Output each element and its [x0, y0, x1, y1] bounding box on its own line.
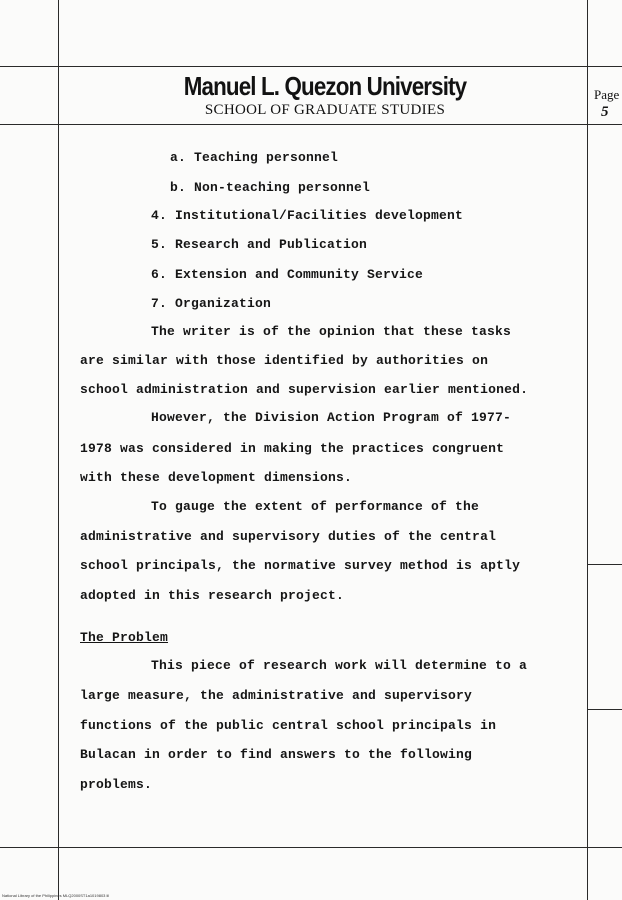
paragraph-line: school administration and supervision earlier mentioned. [80, 382, 529, 397]
paragraph-line: This piece of research work will determine to a [151, 658, 528, 673]
paragraph-line: However, the Division Action Program of 1977- [151, 410, 512, 425]
list-item: a. Teaching personnel [170, 150, 339, 165]
paragraph-line: The writer is of the opinion that these tasks [151, 324, 512, 339]
paragraph-line: with these development dimensions. [80, 470, 353, 485]
right-rule-2 [587, 709, 622, 710]
paragraph-line: administrative and supervisory duties of the central [80, 529, 497, 544]
paragraph-line: are similar with those identified by authorities on [80, 353, 489, 368]
right-rule-1 [587, 564, 622, 565]
scan-footer: National Library of the Philippines MLQ2000ST1a1019803 lil [2, 893, 110, 898]
section-heading: The Problem [80, 630, 169, 645]
school-name: SCHOOL OF GRADUATE STUDIES [204, 102, 446, 118]
list-item: 6. Extension and Community Service [151, 267, 424, 282]
paragraph-line: large measure, the administrative and supervisory [80, 688, 473, 703]
page-label: Page [594, 87, 620, 102]
paragraph-line: 1978 was considered in making the practices congruent [80, 441, 505, 456]
paragraph-line: Bulacan in order to find answers to the following [80, 747, 473, 762]
paragraph-line: functions of the public central school principals in [80, 718, 497, 733]
list-item: 7. Organization [151, 296, 272, 311]
page-number: 5 [601, 104, 609, 120]
paragraph-line: problems. [80, 777, 153, 792]
university-name: Manuel L. Quezon University [183, 71, 467, 101]
right-margin-rule [587, 0, 588, 900]
paragraph-line: school principals, the normative survey method is aptly [80, 558, 521, 573]
top-rule [0, 66, 622, 67]
left-margin-rule [58, 0, 59, 900]
list-item: 4. Institutional/Facilities development [151, 208, 464, 223]
paragraph-line: To gauge the extent of performance of the [151, 499, 480, 514]
header-rule [0, 124, 622, 125]
list-item: 5. Research and Publication [151, 237, 368, 252]
paragraph-line: adopted in this research project. [80, 588, 345, 603]
list-item: b. Non-teaching personnel [170, 180, 371, 195]
bottom-rule [0, 847, 622, 848]
